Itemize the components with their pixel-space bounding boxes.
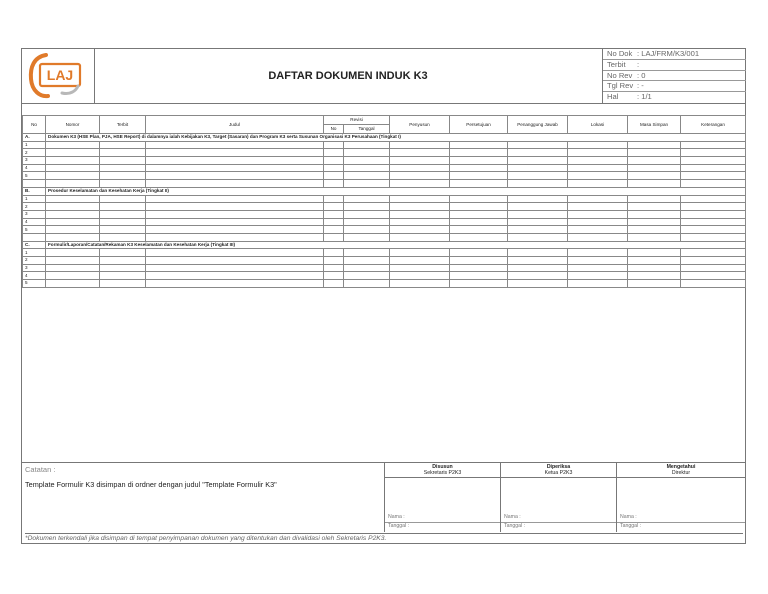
table-row (23, 172, 746, 180)
col-lokasi: Lokasi (568, 116, 628, 134)
table-cell (100, 149, 146, 157)
table-cell (568, 149, 628, 157)
col-revisi: Revisi (324, 116, 390, 125)
table-cell (146, 218, 324, 226)
table-row (23, 164, 746, 172)
row-number: 3 (23, 157, 46, 165)
table-cell (628, 226, 681, 234)
table-cell (508, 149, 568, 157)
signature-role: Disusun (432, 464, 453, 470)
table-cell (390, 203, 450, 211)
table-row (23, 264, 746, 272)
table-cell (324, 149, 344, 157)
table-cell (100, 280, 146, 288)
signature-name: Nama : (620, 514, 637, 520)
table-cell (628, 249, 681, 257)
table-cell (46, 264, 100, 272)
table-cell (508, 218, 568, 226)
table-row (23, 180, 746, 188)
signature-org: Ketua P2K3 (501, 471, 616, 479)
table-cell (390, 195, 450, 203)
table-cell (324, 272, 344, 280)
table-cell (146, 180, 324, 188)
table-cell (628, 180, 681, 188)
table-cell (46, 218, 100, 226)
table-cell (450, 141, 508, 149)
section-code: A. (23, 134, 46, 142)
table-cell (628, 203, 681, 211)
table-cell (568, 195, 628, 203)
table-cell (568, 257, 628, 265)
table-cell (146, 226, 324, 234)
table-cell (628, 233, 681, 241)
table-cell (628, 257, 681, 265)
row-number: 1 (23, 141, 46, 149)
table-cell (146, 164, 324, 172)
table-cell (450, 203, 508, 211)
table-cell (508, 157, 568, 165)
table-cell (324, 257, 344, 265)
section-row (23, 134, 746, 142)
table-row (23, 203, 746, 211)
signature-disusun (384, 463, 500, 532)
table-cell (324, 195, 344, 203)
table-cell (146, 141, 324, 149)
section-row (23, 187, 746, 195)
table-cell (568, 141, 628, 149)
row-number (23, 233, 46, 241)
table-cell (46, 195, 100, 203)
table-cell (146, 257, 324, 265)
table-cell (146, 264, 324, 272)
table-cell (46, 280, 100, 288)
col-nomor: Nomor (46, 116, 100, 134)
table-cell (508, 203, 568, 211)
table-cell (100, 264, 146, 272)
table-cell (450, 164, 508, 172)
table-cell (568, 203, 628, 211)
meta-label: No Rev (607, 70, 633, 80)
col-revisi-tanggal: Tanggal (344, 125, 390, 134)
table-cell (344, 164, 390, 172)
table-cell (628, 195, 681, 203)
table-cell (508, 210, 568, 218)
table-cell (324, 180, 344, 188)
signature-role: Diperiksa (546, 464, 571, 470)
col-masa-simpan: Masa Simpan (628, 116, 681, 134)
table-cell (100, 218, 146, 226)
section-row (23, 241, 746, 249)
signature-diperiksa (500, 463, 616, 532)
table-cell (628, 272, 681, 280)
table-cell (681, 180, 746, 188)
document-meta (602, 49, 746, 103)
table-cell (46, 249, 100, 257)
table-cell (324, 249, 344, 257)
table-cell (324, 172, 344, 180)
row-number: 3 (23, 210, 46, 218)
table-row (23, 257, 746, 265)
table-cell (681, 233, 746, 241)
table-cell (568, 164, 628, 172)
row-number: 2 (23, 203, 46, 211)
table-cell (508, 272, 568, 280)
col-no: No (23, 116, 46, 134)
table-cell (568, 272, 628, 280)
table-cell (568, 249, 628, 257)
table-cell (568, 172, 628, 180)
meta-value: : 0 (637, 70, 646, 80)
meta-value: : LAJ/FRM/K3/001 (637, 49, 700, 58)
catatan-label: Catatan : (25, 465, 56, 474)
table-cell (344, 218, 390, 226)
table-cell (324, 210, 344, 218)
table-cell (324, 226, 344, 234)
table-cell (344, 272, 390, 280)
table-row (23, 272, 746, 280)
table-cell (628, 141, 681, 149)
signature-date: Tanggal : (385, 522, 500, 529)
meta-label: Hal (607, 92, 619, 102)
table-cell (146, 203, 324, 211)
table-cell (100, 180, 146, 188)
table-cell (100, 210, 146, 218)
table-cell (46, 203, 100, 211)
table-cell (628, 264, 681, 272)
section-title: Prosedur Keselamatan dan Kesehatan Kerja (Tingkat II) (46, 187, 746, 195)
table-cell (450, 264, 508, 272)
table-cell (450, 210, 508, 218)
table-cell (450, 218, 508, 226)
table-header-row (23, 116, 746, 125)
col-terbit: Terbit (100, 116, 146, 134)
row-number: 4 (23, 272, 46, 280)
table-cell (450, 157, 508, 165)
laj-logo-icon (22, 49, 94, 103)
table-cell (681, 280, 746, 288)
table-cell (681, 172, 746, 180)
row-number: 1 (23, 195, 46, 203)
table-cell (628, 157, 681, 165)
table-cell (568, 233, 628, 241)
table-cell (628, 172, 681, 180)
table-cell (450, 180, 508, 188)
table-cell (681, 149, 746, 157)
section-code: B. (23, 187, 46, 195)
table-row (23, 157, 746, 165)
table-row (23, 141, 746, 149)
table-cell (100, 257, 146, 265)
table-cell (324, 233, 344, 241)
table-cell (390, 180, 450, 188)
table-row (23, 195, 746, 203)
table-cell (344, 141, 390, 149)
table-cell (324, 264, 344, 272)
table-cell (568, 210, 628, 218)
meta-value: : (637, 59, 640, 69)
col-keterangan: Keterangan (681, 116, 746, 134)
document-footer (22, 462, 745, 544)
table-cell (681, 218, 746, 226)
logo-lettering: LAJ (46, 67, 74, 83)
table-cell (508, 264, 568, 272)
meta-label: Terbit (607, 59, 626, 69)
table-cell (146, 272, 324, 280)
table-cell (146, 233, 324, 241)
table-cell (344, 195, 390, 203)
meta-value: : 1/1 (637, 92, 652, 102)
table-cell (568, 226, 628, 234)
table-cell (146, 210, 324, 218)
signature-org: Direktur (617, 471, 745, 479)
table-cell (681, 226, 746, 234)
table-cell (344, 157, 390, 165)
table-cell (568, 180, 628, 188)
table-cell (508, 141, 568, 149)
signature-org: Sekretaris P2K3 (385, 471, 500, 479)
section-title: Formulir/Laporan/Catatan/Rekaman K3 Keselamatan dan Kesehatan Kerja (Tingkat III) (46, 241, 746, 249)
catatan-note: Template Formulir K3 disimpan di ordner dengan judul "Template Formulir K3" (25, 480, 277, 489)
row-number: 5 (23, 172, 46, 180)
table-cell (100, 164, 146, 172)
table-cell (344, 257, 390, 265)
row-number: 5 (23, 280, 46, 288)
table-cell (344, 172, 390, 180)
document-register-table (22, 115, 746, 288)
row-number: 5 (23, 226, 46, 234)
table-cell (344, 280, 390, 288)
table-cell (681, 164, 746, 172)
table-cell (46, 210, 100, 218)
table-cell (100, 272, 146, 280)
table-cell (344, 180, 390, 188)
meta-value: : - (637, 81, 644, 91)
meta-row (603, 71, 746, 82)
table-cell (46, 180, 100, 188)
table-cell (344, 233, 390, 241)
table-cell (568, 218, 628, 226)
table-cell (450, 195, 508, 203)
table-cell (324, 164, 344, 172)
table-cell (100, 172, 146, 180)
signature-date: Tanggal : (501, 522, 616, 529)
table-cell (628, 149, 681, 157)
table-cell (100, 157, 146, 165)
table-cell (324, 218, 344, 226)
table-cell (324, 157, 344, 165)
table-cell (390, 157, 450, 165)
table-cell (681, 257, 746, 265)
table-cell (450, 149, 508, 157)
table-body (23, 134, 746, 288)
table-cell (390, 141, 450, 149)
table-cell (628, 164, 681, 172)
table-cell (146, 249, 324, 257)
table-cell (390, 164, 450, 172)
control-disclaimer: *Dokumen terkendali jika disimpan di tempat penyimpanan dokumen yang ditentukan dan divalidasi oleh Sekretaris P2K3. (25, 533, 743, 542)
meta-row (603, 81, 746, 92)
table-cell (390, 218, 450, 226)
table-cell (508, 195, 568, 203)
col-persetujuan: Persetujuan (450, 116, 508, 134)
table-cell (681, 272, 746, 280)
table-cell (100, 141, 146, 149)
table-cell (568, 264, 628, 272)
row-number: 2 (23, 149, 46, 157)
signature-name: Nama : (388, 514, 405, 520)
row-number: 3 (23, 264, 46, 272)
table-cell (146, 172, 324, 180)
table-cell (390, 249, 450, 257)
meta-row (603, 92, 746, 103)
table-cell (390, 272, 450, 280)
table-cell (46, 149, 100, 157)
section-code: C. (23, 241, 46, 249)
table-cell (450, 272, 508, 280)
row-number: 2 (23, 257, 46, 265)
row-number (23, 180, 46, 188)
table-cell (100, 226, 146, 234)
table-cell (390, 226, 450, 234)
company-logo (22, 49, 95, 103)
document-frame (21, 48, 746, 544)
table-row (23, 149, 746, 157)
table-cell (324, 141, 344, 149)
col-judul: Judul (146, 116, 324, 134)
table-row (23, 233, 746, 241)
table-cell (324, 203, 344, 211)
table-cell (390, 149, 450, 157)
table-cell (681, 264, 746, 272)
table-cell (628, 218, 681, 226)
table-cell (390, 264, 450, 272)
signature-date: Tanggal : (617, 522, 745, 529)
table-cell (568, 157, 628, 165)
table-cell (508, 249, 568, 257)
table-cell (681, 203, 746, 211)
table-cell (46, 233, 100, 241)
table-cell (46, 141, 100, 149)
table-cell (450, 226, 508, 234)
table-cell (46, 172, 100, 180)
table-cell (681, 157, 746, 165)
table-cell (508, 226, 568, 234)
document-title: DAFTAR DOKUMEN INDUK K3 (268, 70, 428, 82)
col-penyusun: Penyusun (390, 116, 450, 134)
table-cell (450, 172, 508, 180)
table-row (23, 210, 746, 218)
table-cell (390, 280, 450, 288)
table-cell (100, 233, 146, 241)
table-cell (46, 257, 100, 265)
table-cell (681, 249, 746, 257)
table-cell (568, 280, 628, 288)
row-number: 1 (23, 249, 46, 257)
row-number: 4 (23, 164, 46, 172)
meta-row (603, 49, 746, 60)
signature-role: Mengetahui (666, 464, 696, 470)
table-cell (681, 141, 746, 149)
table-cell (344, 264, 390, 272)
table-cell (344, 226, 390, 234)
table-cell (390, 172, 450, 180)
table-cell (146, 149, 324, 157)
table-cell (390, 233, 450, 241)
table-cell (450, 249, 508, 257)
table-cell (46, 226, 100, 234)
table-cell (324, 280, 344, 288)
table-row (23, 249, 746, 257)
table-cell (100, 203, 146, 211)
section-title: Dokumen K3 (HSE Plan, PJA, HSE Report) di dalamnya ialah Kebijakan K3, Target (Sasaran) dan Program K3 serta Susunan Organisasi K3 Perusahaan (Tingkat I) (46, 134, 746, 142)
table-cell (450, 257, 508, 265)
signature-name: Nama : (504, 514, 521, 520)
table-cell (681, 195, 746, 203)
table-cell (146, 280, 324, 288)
meta-label: Tgl Rev (607, 81, 634, 91)
table-cell (508, 180, 568, 188)
col-penanggung-jawab: Penanggung Jawab (508, 116, 568, 134)
table-row (23, 218, 746, 226)
table-cell (390, 257, 450, 265)
table-cell (508, 164, 568, 172)
table-cell (508, 172, 568, 180)
table-cell (508, 257, 568, 265)
meta-row (603, 60, 746, 71)
table-cell (628, 210, 681, 218)
table-cell (508, 280, 568, 288)
table-cell (46, 157, 100, 165)
table-cell (450, 280, 508, 288)
table-cell (390, 210, 450, 218)
table-cell (344, 210, 390, 218)
table-cell (46, 164, 100, 172)
meta-label: No Dok (607, 49, 633, 58)
row-number: 4 (23, 218, 46, 226)
table-cell (344, 149, 390, 157)
table-cell (628, 280, 681, 288)
table-cell (100, 249, 146, 257)
table-cell (344, 203, 390, 211)
table-cell (146, 195, 324, 203)
table-row (23, 226, 746, 234)
signature-mengetahui (616, 463, 745, 532)
table-cell (344, 249, 390, 257)
table-cell (508, 233, 568, 241)
col-revisi-no: No (324, 125, 344, 134)
table-row (23, 280, 746, 288)
table-cell (100, 195, 146, 203)
table-cell (146, 157, 324, 165)
table-cell (450, 233, 508, 241)
table-cell (46, 272, 100, 280)
table-cell (681, 210, 746, 218)
document-header (22, 49, 745, 104)
